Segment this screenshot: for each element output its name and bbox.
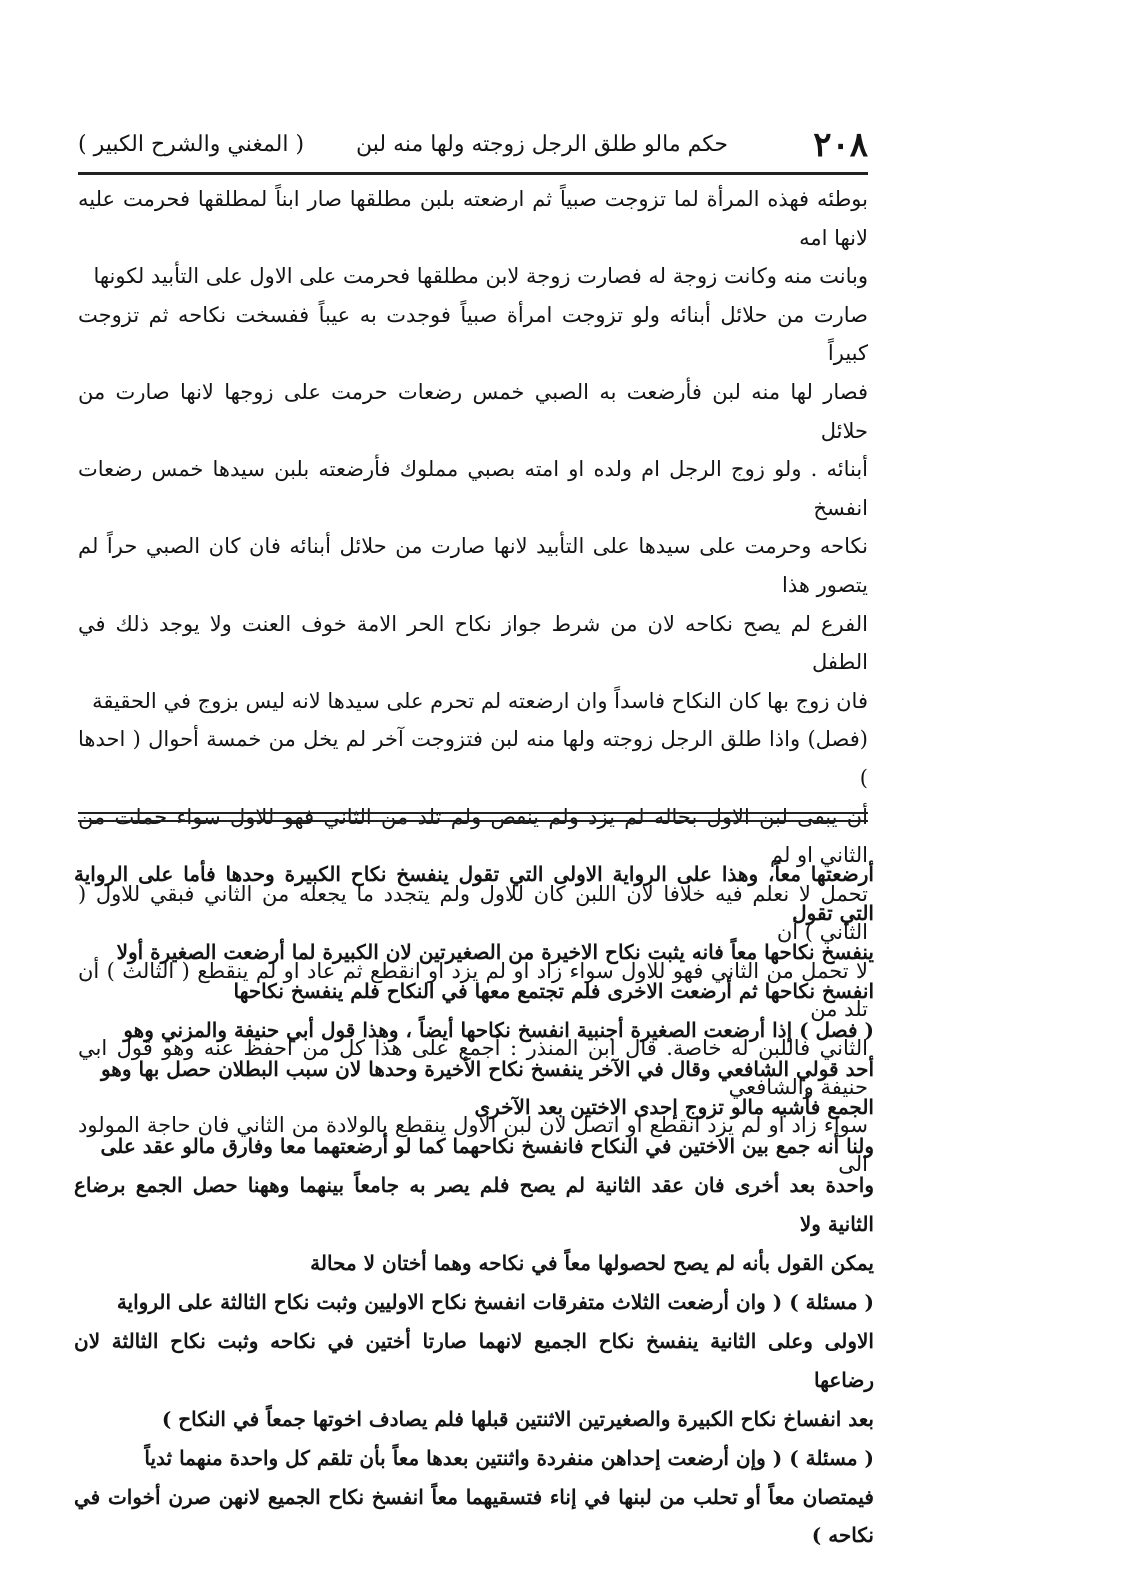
page-number: ٢٠٨: [813, 125, 868, 165]
page-header: [78, 120, 868, 170]
commentary-line: أحد قولي الشافعي وقال في الآخر ينفسخ نكاح الأخيرة وحدها لان سبب البطلان حصل بها وهو: [100, 1056, 874, 1081]
commentary-line: فيمتصان معاً أو تحلب من لبنها في إناء فتسقيهما معاً انفسخ نكاح الجميع لانهن صرن أخوات في نكاحه ): [74, 1484, 874, 1548]
main-text-line: نكاحه وحرمت على سيدها على التأبيد لانها صارت من حلائل أبنائه فان كان الصبي حراً لم يتصور هذا: [78, 534, 868, 597]
main-text-line: وبانت منه وكانت زوجة له فصارت زوجة لابن مطلقها فحرمت على الاول على التأبيد لكونها: [93, 264, 868, 289]
main-text-line: أبنائه . ولو زوج الرجل ام ولده او امته بصبي مملوك فأرضعته بلبن سيدها خمس رضعات انفسخ: [78, 457, 868, 520]
main-text-line: لا تحمل من الثاني فهو للاول سواء زاد او لم يزد او انقطع ثم عاد او لم ينقطع ( الثالث ) أن تلد من: [78, 958, 868, 1022]
commentary-line: ( فصل ) إذا أرضعت الصغيرة أجنبية انفسخ نكاحها أيضاً ، وهذا قول أبي حنيفة والمزني وهو: [123, 1017, 874, 1042]
main-text-line: بوطئه فهذه المرأة لما تزوجت صبياً ثم ارضعته بلبن مطلقها صار ابناً لمطلقها فحرمت عليه لانها امه: [78, 187, 868, 250]
commentary-line: ولنا أنه جمع بين الاختين في النكاح فانفسخ نكاحهما كما لو أرضعتهما معا وفارق مالو عقد على: [100, 1134, 874, 1159]
commentary-line: أرضعتها معاً، وهذا على الرواية الاولى التي تقول ينفسخ نكاح الكبيرة وحدها فأما على الرواية التي تقول: [74, 862, 874, 925]
commentary-line: ( مسئلة ) ( وإن أرضعت إحداهن منفردة واثنتين بعدها معاً بأن تلقم كل واحدة منهما ثدياً: [144, 1445, 874, 1470]
main-text-line: سواء زاد أو لم يزد انقطع او اتصل لان لبن الاول ينقطع بالولادة من الثاني فان حاجة المولود الى: [78, 1113, 868, 1176]
commentary-line: واحدة بعد أخرى فان عقد الثانية لم يصح فلم يصر به جامعاً بينهما وههنا حصل الجمع برضاع الثانية ولا: [74, 1173, 874, 1237]
commentary-line: انفسخ نكاحها ثم أرضعت الاخرى فلم تجتمع معها في النكاح فلم ينفسخ نكاحها: [233, 978, 874, 1003]
main-text-line: أن يبقى لبن الاول بحاله لم يزد ولم ينقص ولم تلد من الثاني فهو للاول سواء حملت من الثاني او لم: [78, 804, 869, 868]
book-title: ( المغني والشرح الكبير ): [78, 132, 305, 157]
commentary-text: [74, 855, 874, 1555]
main-text-line: الثاني فاللبن له خاصة. قال ابن المنذر : أجمع على هذا كل من احفظ عنه وهو قول ابي حنيفة والشافعي: [78, 1036, 868, 1099]
commentary-line: الاولى وعلى الثانية ينفسخ نكاح الجميع لانهما صارتا أختين في نكاحه وثبت نكاح الثالثة لان رضاعها: [74, 1328, 874, 1392]
main-text-line: (فصل) واذا طلق الرجل زوجته ولها منه لبن فتزوجت آخر لم يخل من خمسة أحوال ( احدها ): [78, 727, 868, 790]
commentary-line: الجمع فأشبه مالو تزوج إحدى الاختين بعد الآخرى: [474, 1095, 874, 1120]
running-title: حكم مالو طلق الرجل زوجته ولها منه لبن: [355, 132, 728, 157]
main-text-line: فان زوج بها كان النكاح فاسداً وان ارضعته لم تحرم على سيدها لانه ليس بزوج في الحقيقة: [92, 688, 868, 713]
commentary-line: بعد انفساخ نكاح الكبيرة والصغيرتين الاثنتين قبلها فلم يصادف اخوتها جمعاً في النكاح ): [161, 1406, 874, 1431]
main-text-line: صارت من حلائل أبنائه ولو تزوجت امرأة صبياً فوجدت به عيباً ففسخت نكاحه ثم تزوجت كبيراً: [78, 302, 868, 366]
section-divider: [78, 812, 868, 822]
main-text-line: الفرع لم يصح نكاحه لان من شرط جواز نكاح الحر الامة خوف العنت ولا يوجد ذلك في الطفل: [78, 611, 868, 675]
commentary-line: ( مسئلة ) ( وان أرضعت الثلاث متفرقات انفسخ نكاح الاوليين وثبت نكاح الثالثة على الرواية: [116, 1289, 874, 1314]
header-rule: [78, 172, 868, 175]
main-text-line: تحمل لا نعلم فيه خلافا لان اللبن كان للاول ولم يتجدد ما يجعله من الثاني فبقي للاول ( الثاني ) أن: [78, 881, 868, 945]
commentary-line: يمكن القول بأنه لم يصح لحصولها معاً في نكاحه وهما أختان لا محالة: [310, 1251, 874, 1276]
commentary-line: ينفسخ نكاحها معاً فانه يثبت نكاح الاخيرة من الصغيرتين لان الكبيرة لما أرضعت الصغيرة أولا: [116, 939, 874, 964]
main-text-line: فصار لها منه لبن فأرضعت به الصبي خمس رضعات حرمت على زوجها لانها صارت من حلائل: [78, 379, 868, 443]
